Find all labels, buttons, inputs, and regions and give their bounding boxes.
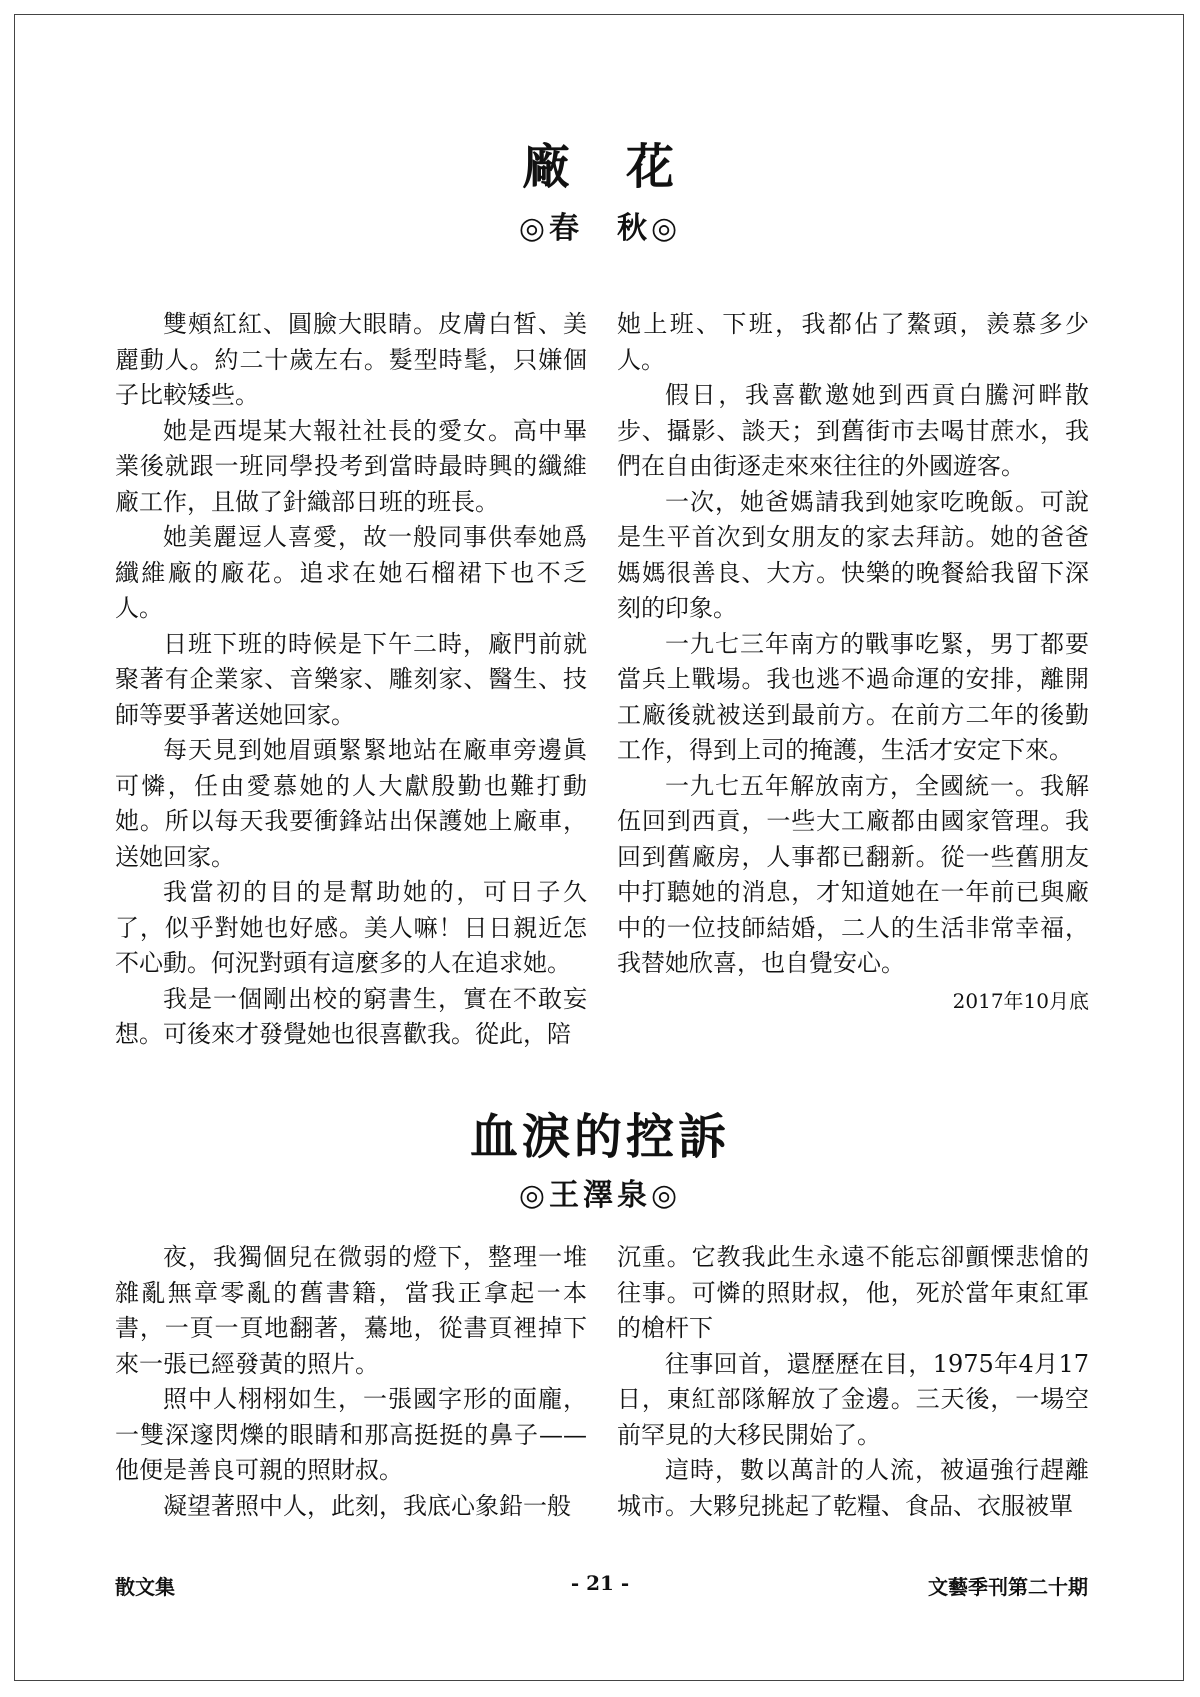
paragraph: 每天見到她眉頭緊緊地站在廠車旁邊眞可憐，任由愛慕她的人大獻殷勤也難打動她。所以每天我要衝鋒站出保護她上廠車，送她回家。 [115,736,587,871]
article1-column-right [617,307,1089,1019]
article2-title: 血淚的控訴 [469,1109,730,1165]
article2-author: ◎王澤泉◎ [518,1178,682,1213]
article1-column-left [115,307,587,1053]
paragraph: 往事回首，還歷歷在目，1975年4月17日，東紅部隊解放了金邊。三天後，一場空前罕見的大移民開始了。 [617,1349,1089,1449]
paragraph: 我當初的目的是幫助她的，可日子久了，似乎對她也好感。美人嘛！日日親近怎不心動。何況對頭有這麼多的人在追求她。 [115,878,587,977]
footer-section-label: 散文集 [115,1575,175,1599]
paragraph: 凝望著照中人，此刻，我底心象鉛一般 [163,1491,571,1520]
paragraph: 一九七三年南方的戰事吃緊，男丁都要當兵上戰場。我也逃不過命運的安排，離開工廠後就被送到最前方。在前方二年的後勤工作，得到上司的掩護，生活才安定下來。 [617,629,1089,764]
paragraph: 照中人栩栩如生，一張國字形的面龐，一雙深邃閃爍的眼睛和那高挺挺的鼻子——他便是善良可親的照財叔。 [115,1385,587,1484]
paragraph: 這時，數以萬計的人流，被逼強行趕離城市。大夥兒挑起了乾糧、食品、衣服被單 [617,1456,1089,1520]
paragraph: 假日，我喜歡邀她到西貢白騰河畔散步、攝影、談天；到舊街市去喝甘蔗水，我們在自由街逐走來來往往的外國遊客。 [617,381,1089,480]
paragraph-continued: 沉重。它教我此生永遠不能忘卻顫慄悲愴的往事。可憐的照財叔，他，死於當年東紅軍的槍杆下 [617,1243,1089,1342]
article2-column-left [115,1240,587,1524]
article1-title: 廠 花 [521,139,678,195]
paragraph: 夜，我獨個兒在微弱的燈下，整理一堆雜亂無章零亂的舊書籍，當我正拿起一本書，一頁一頁地翻著，驀地，從書頁裡掉下來一張已經發黃的照片。 [115,1243,587,1378]
paragraph: 一次，她爸媽請我到她家吃晚飯。可說是生平首次到女朋友的家去拜訪。她的爸爸媽媽很善良、大方。快樂的晚餐給我留下深刻的印象。 [617,487,1089,622]
paragraph: 我是一個剛出校的窮書生，實在不敢妄想。可後來才發覺她也很喜歡我。從此，陪 [115,984,587,1048]
page-number: - 21 - [570,1571,630,1595]
paragraph: 她是西堤某大報社社長的愛女。高中畢業後就跟一班同學投考到當時最時興的纖維廠工作，且做了針織部日班的班長。 [115,416,587,516]
article1-date: 2017年10月底 [952,988,1089,1013]
paragraph: 雙頰紅紅、圓臉大眼睛。皮膚白皙、美麗動人。約二十歲左右。髮型時髦，只嫌個子比較矮些。 [115,310,587,409]
article2-column-right [617,1240,1089,1524]
article1-author: ◎春 秋◎ [518,211,682,246]
paragraph-continued: 她上班、下班，我都佔了鰲頭，羨慕多少人。 [617,310,1089,374]
paragraph: 日班下班的時候是下午二時，廠門前就聚著有企業家、音樂家、雕刻家、醫生、技師等要爭著送她回家。 [115,629,587,729]
footer-publication: 文藝季刊第二十期 [928,1575,1088,1599]
paragraph: 一九七五年解放南方，全國統一。我解伍回到西貢，一些大工廠都由國家管理。我回到舊廠房，人事都已翻新。從一些舊朋友中打聽她的消息，才知道她在一年前已與廠中的一位技師結婚，二人的生活非常幸福，我替她欣喜，也自覺安心。 [617,771,1089,977]
paragraph: 她美麗逗人喜愛，故一般同事供奉她爲纖維廠的廠花。追求在她石榴裙下也不乏人。 [115,523,587,622]
